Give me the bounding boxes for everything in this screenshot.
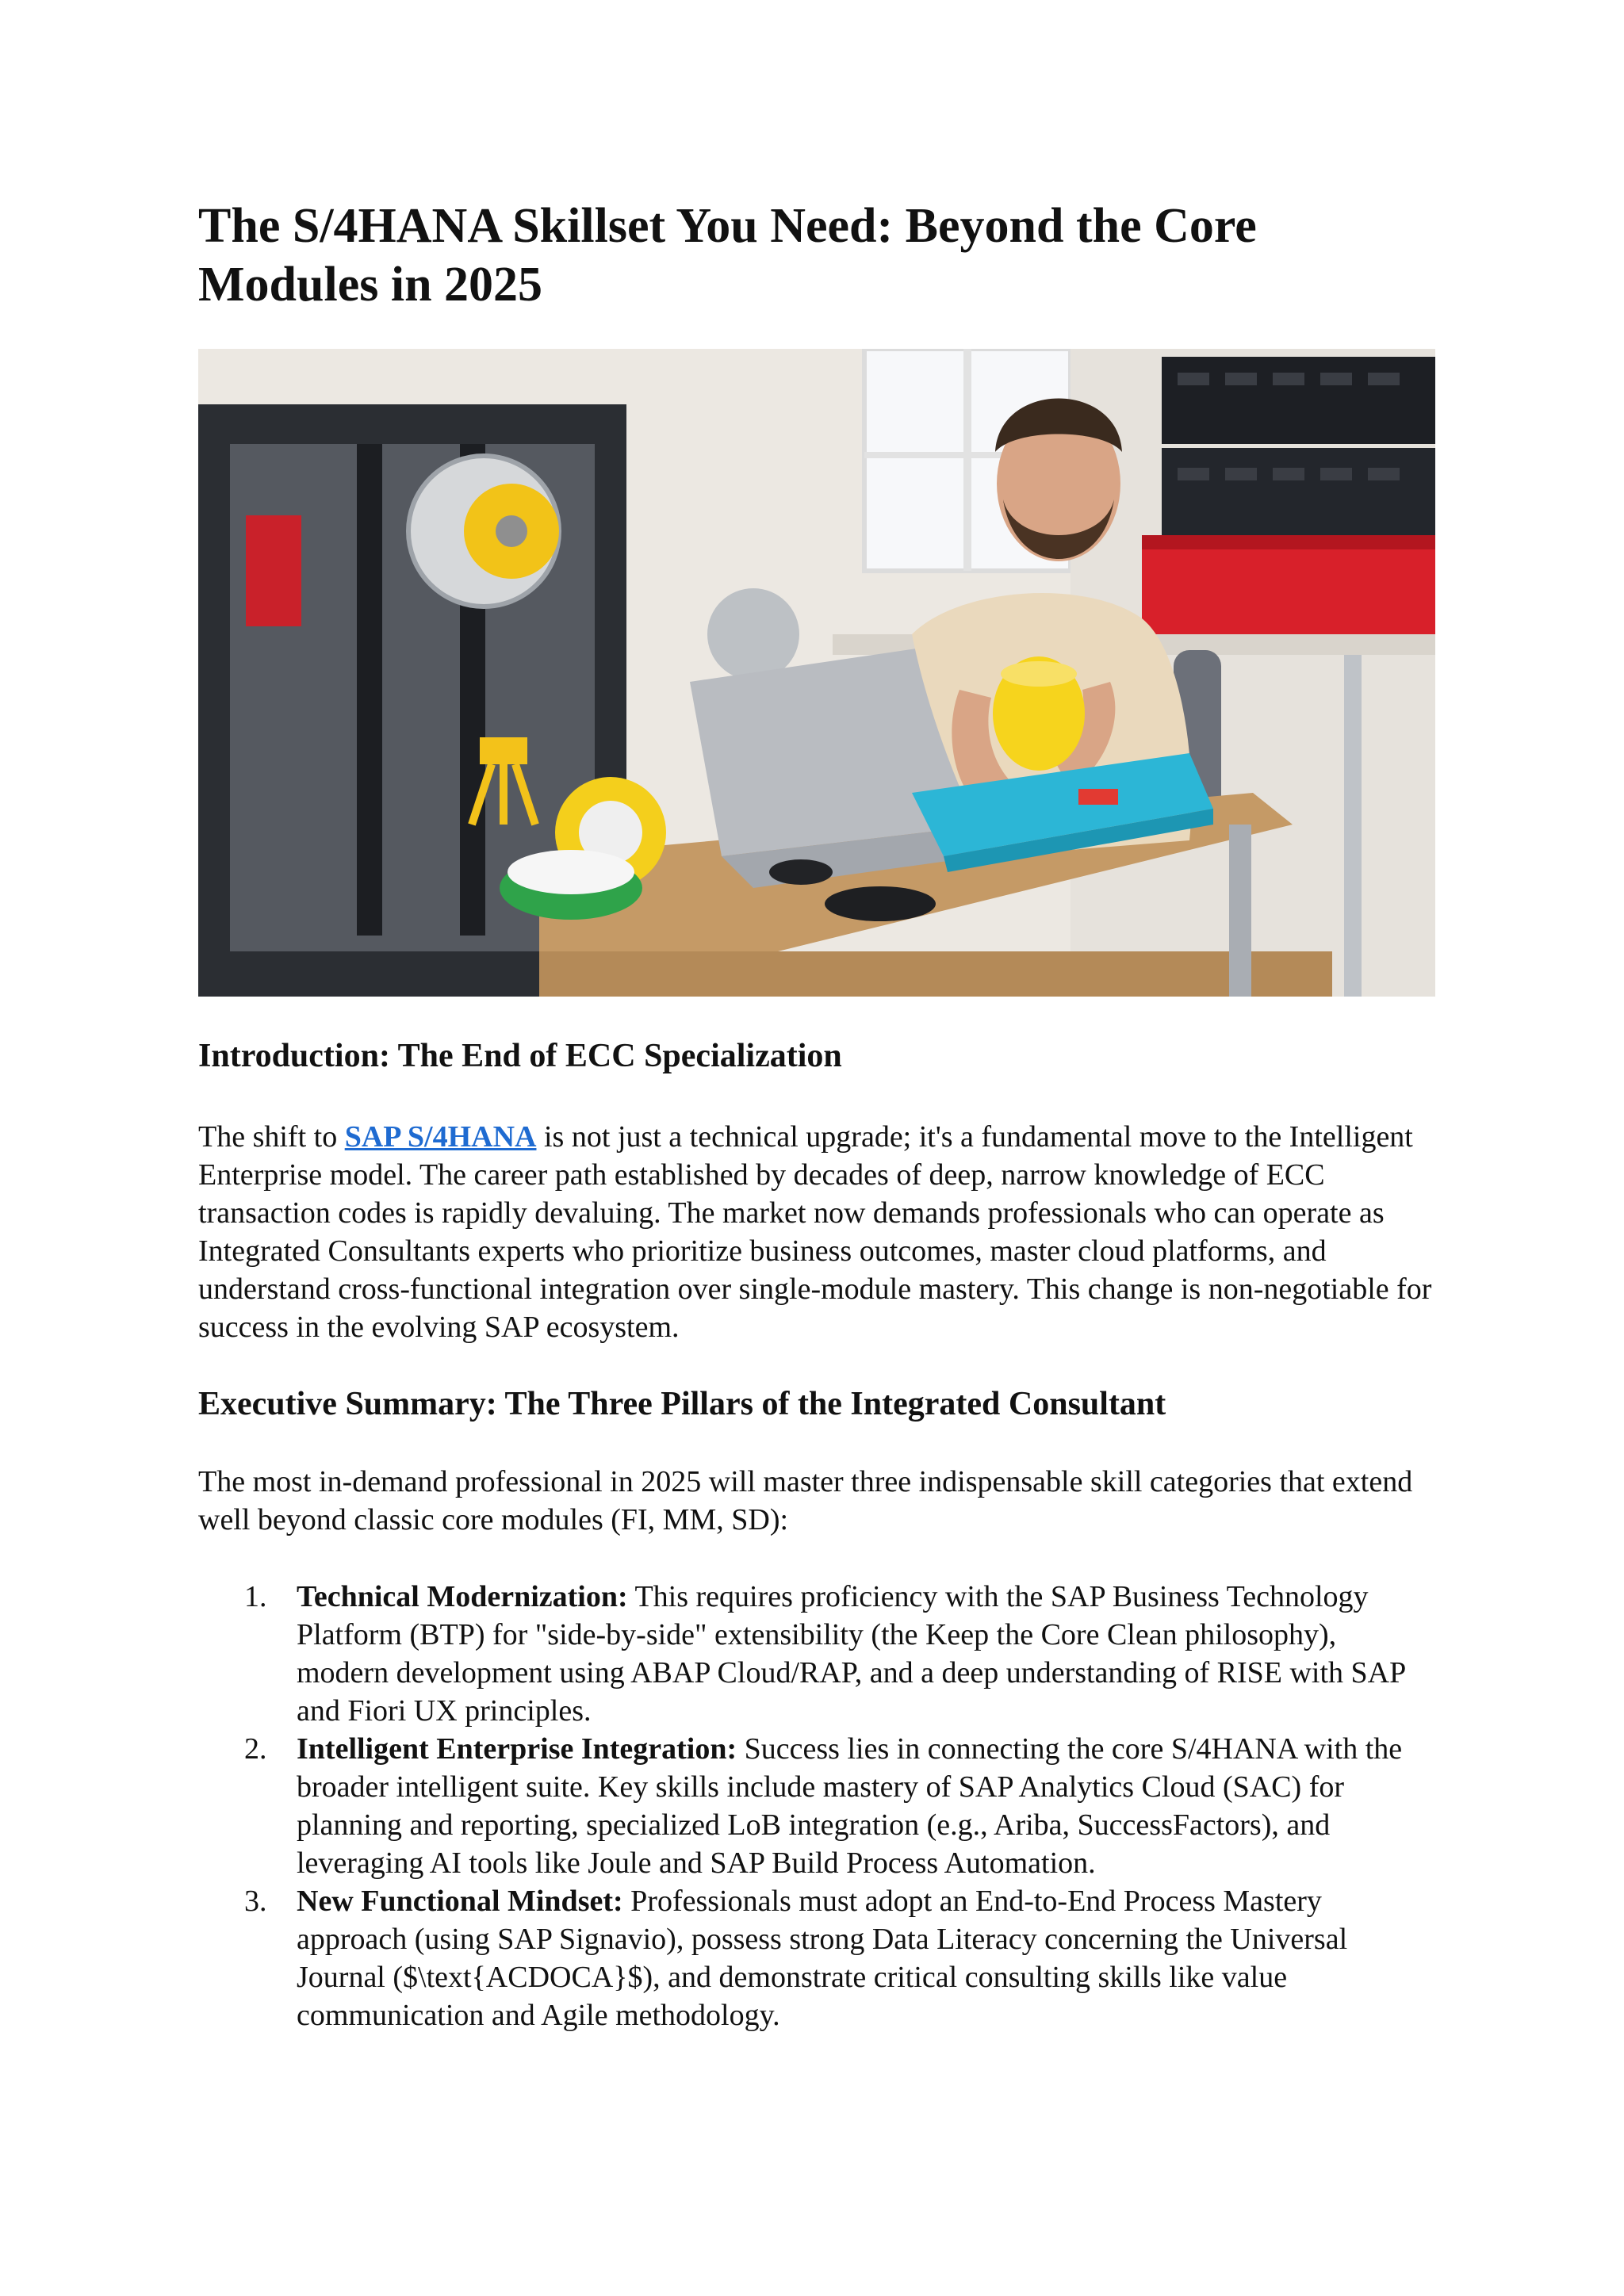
summary-heading: Executive Summary: The Three Pillars of the Integrated Consultant xyxy=(198,1386,1166,1422)
pillars-list xyxy=(198,1578,1435,2034)
list-item xyxy=(198,1578,1435,1730)
list-item-label: New Functional Mindset: xyxy=(297,1885,623,1918)
list-item-text: Success lies in connecting the core S/4HANA with the broader intelligent suite. Key skills include mastery of SAP Analytics Cloud (SAC) for planning and reporting, specialized LoB integration (e.g., Ariba, SuccessFactors), and leveraging AI tools like Joule and SAP Build Process Automation. xyxy=(297,1732,1403,1880)
list-item xyxy=(198,1730,1435,1882)
list-number: 2. xyxy=(244,1732,267,1766)
hero-image xyxy=(198,349,1435,997)
list-item-label: Intelligent Enterprise Integration: xyxy=(297,1732,737,1766)
intro-text-after-link: is not just a technical upgrade; it's a fundamental move to the Intelligent Enterprise model. The career path established by decades of deep, narrow knowledge of ECC transaction codes is rapidly devaluing. The market now demands professionals who can operate as Integrated Consultants experts who prioritize business outcomes, master cloud platforms, and understand cross-functional integration over single-module mastery. This change is non-negotiable for success in the evolving SAP ecosystem. xyxy=(198,1120,1432,1344)
intro-text-before-link: The shift to xyxy=(198,1120,345,1154)
list-number: 1. xyxy=(244,1580,267,1613)
summary-lead: The most in-demand professional in 2025 will master three indispensable skill categories that extend well beyond classic core modules (FI, MM, SD): xyxy=(198,1465,1413,1536)
list-item-text: Professionals must adopt an End-to-End Process Mastery approach (using SAP Signavio), possess strong Data Literacy concerning the Universal Journal ($\text{ACDOCA}$), and demonstrate critical consulting skills like value communication and Agile methodology. xyxy=(297,1885,1348,2032)
list-number: 3. xyxy=(244,1885,267,1918)
intro-heading: Introduction: The End of ECC Specialization xyxy=(198,1038,842,1074)
page-title: The S/4HANA Skillset You Need: Beyond the Core Modules in 2025 xyxy=(198,199,1257,312)
sap-s4hana-link[interactable]: SAP S/4HANA xyxy=(344,1120,537,1154)
list-item-text: This requires proficiency with the SAP Business Technology Platform (BTP) for "side-by-side" extensibility (the Keep the Core Clean philosophy), modern development using ABAP Cloud/RAP, and a deep understanding of RISE with SAP and Fiori UX principles. xyxy=(297,1580,1405,1728)
hero-illustration xyxy=(198,349,1435,997)
intro-paragraph xyxy=(198,1118,1435,1346)
list-item xyxy=(198,1882,1435,2034)
list-item-label: Technical Modernization: xyxy=(297,1580,628,1613)
